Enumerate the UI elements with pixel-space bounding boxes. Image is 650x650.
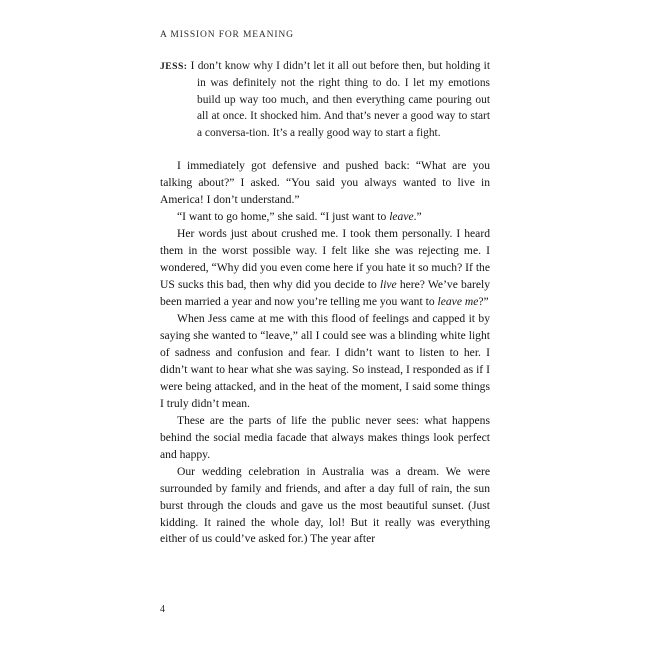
body-paragraph-4: When Jess came at me with this flood of feelings and capped it by saying she wanted to “leave,” all I could see was a blinding white light of sadness and confusion and fear. I didn’t want to listen to her. I didn’t want to hear what she was saying. So instead, I responded as if I were being attacked, and in the heat of the moment, I said some things I truly didn’t mean. bbox=[160, 311, 490, 410]
body-paragraph-5: These are the parts of life the public never sees: what happens behind the social media facade that always makes things look perfect and happy. bbox=[160, 413, 490, 461]
quote-paragraph bbox=[160, 58, 490, 142]
body-paragraph-3: Her words just about crushed me. I took them personally. I heard them in the worst possible way. I felt like she was rejecting me. I wondered, “Why did you even come here if you hate it so much? If the US sucks this bad, then why did you decide to live here? We’ve barely been married a year and now you’re telling me you want to leave me?” bbox=[160, 226, 490, 308]
quote-text: I don’t know why I didn’t let it all out before then, but holding it in was definitely not the right thing to do. I let my emotions build up way too much, and then everything came pouring out all at once. It shocked him. And that’s never a good way to start a conversa-tion. It’s a really good way to start a fight. bbox=[187, 60, 490, 140]
running-head: A MISSION FOR MEANING bbox=[160, 30, 294, 40]
page-number: 4 bbox=[160, 604, 165, 615]
body-paragraph-2: “I want to go home,” she said. “I just want to leave.” bbox=[177, 209, 422, 223]
body-paragraph-1: I immediately got defensive and pushed back: “What are you talking about?” I asked. “You said you always wanted to live in America! I don’t understand.” bbox=[160, 158, 490, 206]
body-paragraph-6: Our wedding celebration in Australia was a dream. We were surrounded by family and friends, and after a day full of rain, the sun burst through the clouds and gave us the most beautiful sunset. (Just kidding. It rained the whole day, lol! But it really was everything either of us could’ve asked for.) The year after bbox=[160, 464, 490, 546]
quote-speaker-label: JESS: bbox=[160, 61, 188, 72]
page-text-block bbox=[160, 58, 490, 548]
